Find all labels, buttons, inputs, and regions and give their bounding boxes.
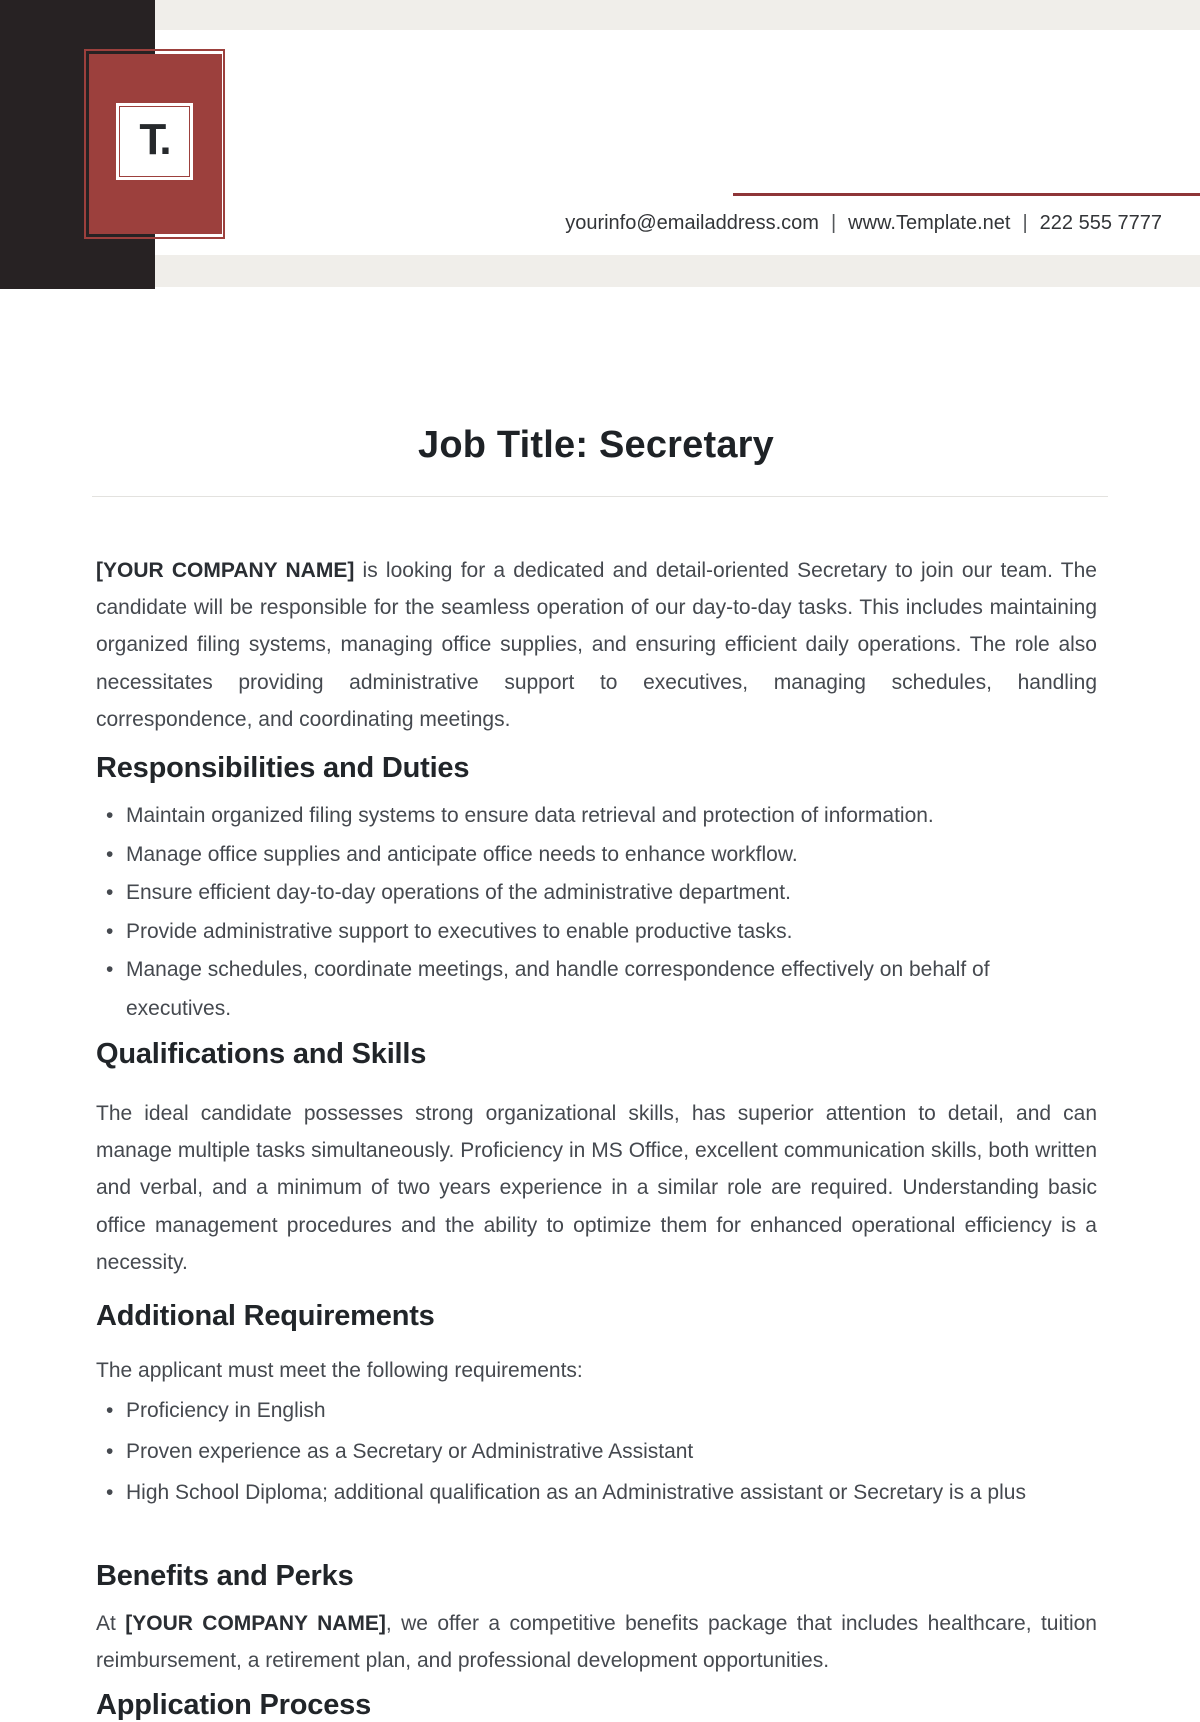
benefits-pre: At xyxy=(96,1612,126,1635)
contact-email: yourinfo@emailaddress.com xyxy=(565,212,819,234)
list-item: • Manage schedules, coordinate meetings, and handle correspondence effectively on behalf of executives. xyxy=(96,951,1036,1028)
section-heading-qualifications: Qualifications and Skills xyxy=(96,1038,427,1070)
contact-separator: | xyxy=(1022,212,1028,234)
company-name-placeholder: [YOUR COMPANY NAME] xyxy=(125,1612,386,1635)
benefits-text: , we offer a competitive benefits package that includes healthcare, tuition reimbursement, a retirement plan, and professional development opportunities. xyxy=(96,1612,1097,1673)
section-heading-additional-requirements: Additional Requirements xyxy=(96,1300,435,1332)
header-strip-bottom xyxy=(0,255,1200,287)
logo-inner-border xyxy=(119,106,190,177)
contact-bar xyxy=(565,211,1162,235)
header-strip-top xyxy=(0,0,1200,30)
section-heading-application-process: Application Process xyxy=(96,1689,371,1721)
list-item: • Maintain organized filing systems to ensure data retrieval and protection of information. xyxy=(96,797,1036,836)
contact-separator: | xyxy=(830,212,837,234)
section-heading-benefits: Benefits and Perks xyxy=(96,1560,354,1592)
intro-paragraph xyxy=(96,552,1097,738)
page-title: Job Title: Secretary xyxy=(417,424,774,467)
header-accent-rule xyxy=(733,193,1200,196)
list-item: • Ensure efficient day-to-day operations of the administrative department. xyxy=(96,874,1036,913)
logo xyxy=(116,103,193,180)
list-item: • Proven experience as a Secretary or Administrative Assistant xyxy=(96,1431,1071,1472)
logo-monogram: T. xyxy=(139,115,170,164)
list-item: • Manage office supplies and anticipate office needs to enhance workflow. xyxy=(96,836,1036,875)
additional-requirements-list xyxy=(96,1390,1071,1513)
section-heading-responsibilities: Responsibilities and Duties xyxy=(96,752,470,784)
company-name-placeholder: [YOUR COMPANY NAME] xyxy=(96,559,355,582)
intro-text: is looking for a dedicated and detail-oriented Secretary to join our team. The candidate will be responsible for the seamless operation of our day-to-day tasks. This includes maintaining organized filing systems, managing office supplies, and ensuring efficient daily operations. The role also necessitates providing administrative support to executives, managing schedules, handling correspondence, and coordinating meetings. xyxy=(96,559,1097,731)
responsibilities-list xyxy=(96,797,1036,1028)
benefits-paragraph xyxy=(96,1605,1097,1679)
list-item: • Proficiency in English xyxy=(96,1390,1071,1431)
qualifications-paragraph: The ideal candidate possesses strong organizational skills, has superior attention to detail, and can manage multiple tasks simultaneously. Proficiency in MS Office, excellent communication skills, both written and verbal, and a minimum of two years experience in a similar role are required. Understanding basic office management procedures and the ability to optimize them for enhanced operational efficiency is a necessity. xyxy=(96,1102,1097,1274)
contact-phone: 222 555 7777 xyxy=(1039,212,1162,234)
title-divider xyxy=(92,496,1108,497)
contact-website: www.Template.net xyxy=(848,212,1011,234)
list-item: • High School Diploma; additional qualification as an Administrative assistant or Secretary is a plus xyxy=(96,1472,1071,1513)
additional-requirements-lead: The applicant must meet the following requirements: xyxy=(96,1359,583,1382)
list-item: • Provide administrative support to executives to enable productive tasks. xyxy=(96,913,1036,952)
